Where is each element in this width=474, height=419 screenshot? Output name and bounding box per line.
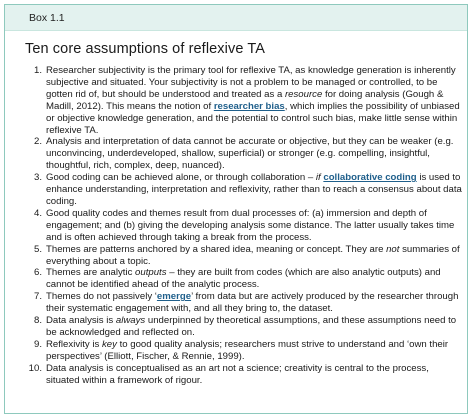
assumption-item [21, 363, 463, 387]
item-text: Analysis and interpretation of data cannot be accurate or objective, but they can be weaker (e.g. unconvincing, underdeveloped, shallow, superficial) or stronger (e.g. compelling, insightful, thoughtful, rich, complex, deep, nuanced). [46, 136, 454, 172]
item-text: Data analysis is [46, 315, 116, 327]
item-number: 2. [33, 136, 42, 148]
glossary-link[interactable]: collaborative coding [323, 172, 417, 184]
glossary-link[interactable]: emerge [156, 291, 192, 303]
box-container [4, 4, 468, 414]
emphasis-text: resource [284, 88, 323, 100]
item-number: 6. [33, 267, 42, 279]
item-number: 5. [33, 243, 42, 255]
item-text: , which implies the possibility of unbiased or objective knowledge generation, and the potential to control such bias, make little sense within reflexive TA. [46, 100, 460, 136]
box-label-band [5, 5, 467, 31]
item-text: Themes do not passively ‘ [46, 291, 157, 303]
assumption-list [21, 65, 463, 386]
item-text: for doing analysis (Gough & Madill, 2012). This means the notion of [46, 88, 444, 112]
box-label: Box 1.1 [29, 12, 65, 24]
item-text: summaries of everything about a topic. [46, 243, 460, 267]
item-text: Data analysis is conceptualised as an art not a science; creativity is central to the process, situated within a framework of rigour. [46, 362, 429, 386]
item-number: 3. [33, 172, 42, 184]
box-title: Ten core assumptions of reflexive TA [25, 41, 266, 57]
emphasis-text: always [115, 315, 146, 327]
assumption-item [21, 244, 463, 268]
assumption-item [21, 339, 463, 363]
item-number: 1. [33, 65, 42, 76]
assumption-item [21, 315, 463, 339]
emphasis-text: if [315, 172, 321, 184]
item-number: 4. [33, 207, 42, 219]
item-text: Good quality codes and themes result from dual processes of: (a) immersion and depth of engagement; and (b) giving the developing analysis some distance. The latter usually takes time and is often achieved through taking a break from the process. [46, 207, 455, 243]
assumption-item [21, 267, 463, 291]
item-text: – they are built from codes (which are also analytic outputs) and cannot be identified ahead of the analytic process. [46, 267, 441, 291]
assumption-item [21, 291, 463, 315]
item-text: Good coding can be achieved alone, or through collaboration – [46, 172, 316, 184]
item-text: to good quality analysis; researchers must strive to understand and ‘own their perspectives’ (Elliott, Fischer, & Rennie, 1999). [46, 338, 449, 362]
emphasis-text: not [386, 243, 400, 255]
item-number: 7. [33, 291, 42, 303]
assumption-item [21, 208, 463, 244]
item-text: underpinned by theoretical assumptions, and these assumptions need to be acknowledged and reflected on. [46, 315, 457, 338]
emphasis-text: outputs [135, 267, 167, 279]
emphasis-text: key [101, 338, 117, 350]
item-number: 8. [33, 315, 42, 327]
item-text: Themes are patterns anchored by a shared idea, meaning or concept. They are [46, 243, 387, 255]
item-text: Themes are analytic [46, 267, 136, 279]
assumption-item [21, 136, 463, 172]
item-text: is used to enhance understanding, interpretation and reflexivity, rather than to reach a consensus about data coding. [46, 172, 462, 207]
item-text: Researcher subjectivity is the primary tool for reflexive TA, as knowledge generation is inherently subjective and situated. Your subjectivity is not a problem to be managed or controlled, to be gotten rid of, but should be understood and treated as a [46, 65, 456, 100]
item-text: ’ from data but are actively produced by the researcher through their systematic engagement with, and all they bring to, the dataset. [46, 291, 459, 315]
assumption-item [21, 65, 463, 136]
glossary-link[interactable]: researcher bias [213, 100, 285, 112]
assumption-item [21, 172, 463, 208]
item-number: 10. [28, 362, 42, 374]
item-text: Reflexivity is [46, 338, 102, 350]
item-number: 9. [33, 338, 42, 350]
